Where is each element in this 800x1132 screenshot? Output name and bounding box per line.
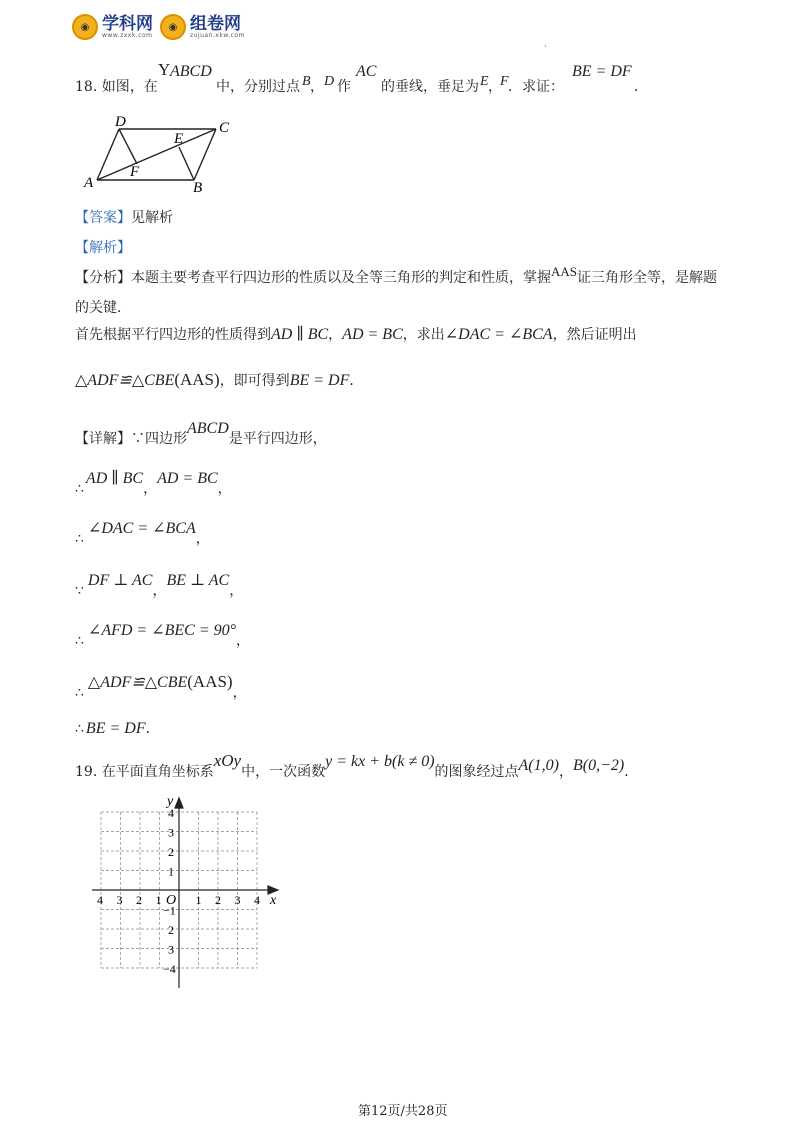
logo-zxxk [72,14,153,40]
proof-step [75,468,232,497]
step-sep: ， [143,481,158,497]
aas-label: AAS [551,264,578,279]
fenxi-text: ，即可得到 [219,373,290,389]
q18-point-d: D [324,74,335,89]
fenxi-text: 首先根据平行四边形的性质得到 [75,327,271,343]
x-tick-label: 1 [155,893,162,907]
logo-zujuan [160,14,245,40]
answer-text: 见解析 [131,210,173,226]
logo-name: 组卷网 [190,13,241,34]
fenxi-math: AD ∥ BC [271,326,329,343]
logo-url: zujuan.xkw.com [190,31,245,39]
fenxi-text: ． [349,373,364,389]
proof-step [75,718,160,738]
q19-point-b: B(0,−2) [572,757,625,774]
q18-text: 的垂线，垂足为 [381,79,479,95]
label-e: E [174,131,184,147]
x-tick-label: 4 [254,893,260,907]
answer-tag: 【答案】 [75,210,131,226]
x-tick-label: 1 [195,893,202,907]
step-math: DF ⊥ AC [87,572,153,589]
analysis-tag: 【解析】 [75,240,131,256]
detail-tag: 【详解】 [75,431,131,447]
y-axis-label: y [167,794,174,809]
therefore-symbol: ∴ [75,721,84,737]
step-math: ∠AFD = ∠BEC = 90° [87,622,237,639]
fenxi-text: ， [328,327,343,343]
q18-comma: ， [310,79,324,95]
detail-text: 四边形 [145,431,187,447]
q18-period: ． [634,79,648,95]
fenxi-math: △ADF≌△CBE [75,372,175,389]
q19-number: 19. 在平面直角坐标系 [75,764,214,780]
because-symbol: ∵ [131,431,145,447]
therefore-symbol: ∴ [75,481,84,497]
parallelogram-symbol: Y [158,60,171,79]
y-tick-label: 1 [168,864,174,879]
logo-badge-icon: ◉ [72,14,98,40]
q19-function: y = kx + b(k ≠ 0) [325,753,435,770]
fenxi-tag: 【分析】 [75,270,131,286]
logo-url: www.zxxk.com [102,31,153,39]
step-math: BE = DF [85,720,146,737]
fenxi-line2 [75,324,637,344]
fenxi-text: ，求出 [402,327,445,343]
y-tick-label: 3 [168,942,174,957]
x-tick-label: 2 [136,893,142,907]
y-tick-label: −4 [163,962,176,976]
step-math: △ADF≌△CBE [87,674,188,691]
therefore-symbol: ∴ [75,685,84,701]
q18-ac: AC [356,63,377,80]
q18-text: 作 [337,79,351,95]
page-number: 第12页/共28页 [358,1104,448,1119]
x-tick-label: 3 [116,893,123,907]
detail-line [75,420,327,448]
answer-line [75,207,173,227]
q19-text: 中，一次函数 [241,764,326,780]
fenxi-text: 本题主要考查平行四边形的性质以及全等三角形的判定和性质，掌握 [131,270,551,286]
therefore-symbol: ∴ [75,633,84,649]
label-f: F [130,164,140,180]
logo-name: 学科网 [102,13,153,34]
step-math: ∠DAC = ∠BCA [87,520,196,537]
q19-sep: ， [558,764,573,780]
fenxi-math: (AAS) [174,370,220,389]
x-tick-label: 4 [97,893,103,907]
label-d: D [115,114,126,130]
x-axis-label: x [270,893,277,908]
fenxi-line3 [75,370,363,390]
fenxi-text: 证三角形全等，是解题 [577,270,718,286]
q18-point-e: E [480,74,489,89]
question-19 [75,751,639,780]
x-tick-label: 3 [234,893,241,907]
segment-be [179,147,194,180]
label-b: B [193,180,203,194]
proof-step [75,672,247,701]
detail-math: ABCD [187,420,229,437]
proof-step [75,570,244,599]
step-sep: ， [152,583,167,599]
y-tick-label: 2 [168,923,174,937]
step-end: ． [145,721,160,737]
dot-mark: · [544,42,547,51]
q18-text: 中，分别过点 [216,79,300,95]
step-end: ， [195,531,210,547]
fenxi-line1 [75,264,718,287]
fenxi-math: ∠DAC = ∠BCA [444,326,553,343]
fenxi-text: ，然后证明出 [552,327,637,343]
y-axis-arrow-icon [175,798,183,808]
q19-point-a: A(1,0) [518,757,559,774]
x-tick-label: 2 [215,893,221,907]
q18-point-b: B [302,74,311,89]
y-tick-label: 2 [168,845,174,859]
logo-badge-icon: ◉ [160,14,186,40]
step-math: (AAS) [187,672,233,691]
fenxi-math: AD = BC [342,326,403,343]
step-math: BE ⊥ AC [166,572,230,589]
q19-end: ． [624,764,639,780]
detail-text: 是平行四边形， [228,431,327,447]
q18-goal: BE = DF [572,63,632,80]
coordinate-grid [86,792,286,992]
proof-step [75,518,210,547]
fenxi-math: BE = DF [289,372,350,389]
y-tick-label: −1 [163,903,176,918]
q18-number: 18. 如图，在 [75,79,158,95]
segment-df [119,129,137,164]
step-math: AD = BC [157,470,218,487]
diagonal-ac [97,129,216,180]
step-end: ， [217,481,232,497]
label-c: C [219,120,230,136]
origin-label: O [166,893,177,908]
because-symbol: ∵ [75,583,84,599]
q18-text: ．求证： [508,79,564,95]
parallelogram-figure [80,112,240,194]
y-tick-label: 4 [168,806,174,820]
q19-xoy: xOy [213,751,242,770]
q19-text: 的图象经过点 [434,764,519,780]
step-end: ， [236,633,251,649]
step-end: ， [229,583,244,599]
step-end: ， [232,685,247,701]
therefore-symbol: ∴ [75,531,84,547]
q18-comma: ， [488,79,502,95]
y-tick-label: 3 [168,825,174,840]
fenxi-line1-cont: 的关键． [75,300,131,316]
proof-step [75,620,251,649]
q18-point-f: F [500,74,509,89]
step-math: AD ∥ BC [85,470,144,487]
label-a: A [84,175,94,191]
q18-abcd: ABCD [170,63,212,80]
